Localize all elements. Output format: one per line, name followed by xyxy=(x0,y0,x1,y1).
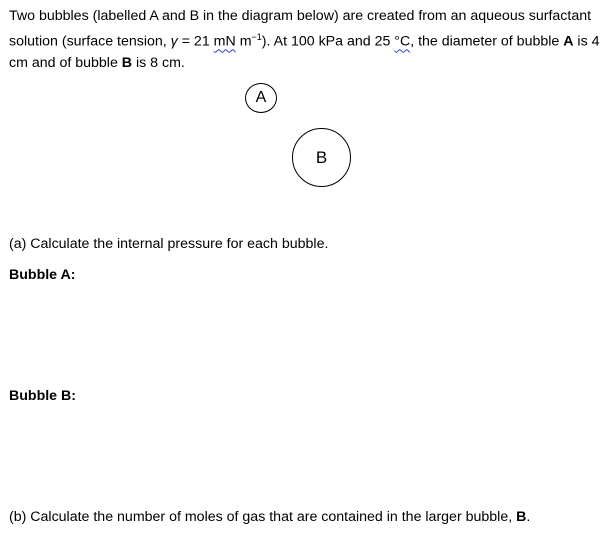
intro-text-5: , the diameter of bubble xyxy=(410,33,564,50)
question-b-end: . xyxy=(526,509,531,525)
bubble-b-label: B xyxy=(315,147,328,167)
intro-paragraph xyxy=(9,6,605,74)
intro-text-7: is 8 cm. xyxy=(132,54,185,71)
unit-mn: mN xyxy=(213,33,236,50)
unit-exponent: −1 xyxy=(251,32,262,42)
intro-text-3: m xyxy=(235,33,252,50)
question-b-bubble-ref: B xyxy=(516,509,527,525)
bubble-a-label: A xyxy=(255,89,267,106)
bubble-b-circle xyxy=(292,128,351,187)
temperature-unit: °C xyxy=(394,33,411,50)
question-b xyxy=(9,509,530,525)
gamma-symbol: γ xyxy=(170,33,178,50)
intro-text-4: ). At 100 kPa and 25 xyxy=(261,33,395,50)
question-a: (a) Calculate the internal pressure for each bubble. xyxy=(9,236,329,252)
bubble-a-ref: A xyxy=(563,33,574,50)
bubble-a-circle xyxy=(245,83,277,113)
intro-text-2: = 21 xyxy=(177,33,214,50)
question-b-text: (b) Calculate the number of moles of gas that are contained in the larger bubble, xyxy=(9,509,517,525)
bubble-b-ref: B xyxy=(121,54,133,71)
intro-text-1: Two bubbles (labelled A and B in the diagram below) are created from an aqueous surfactant solution (surface tension, xyxy=(9,8,592,50)
bubble-a-answer-label: Bubble A: xyxy=(9,267,76,283)
intro-text-6: is 4 cm and of bubble xyxy=(9,33,600,71)
bubble-b-answer-label: Bubble B: xyxy=(9,388,76,404)
